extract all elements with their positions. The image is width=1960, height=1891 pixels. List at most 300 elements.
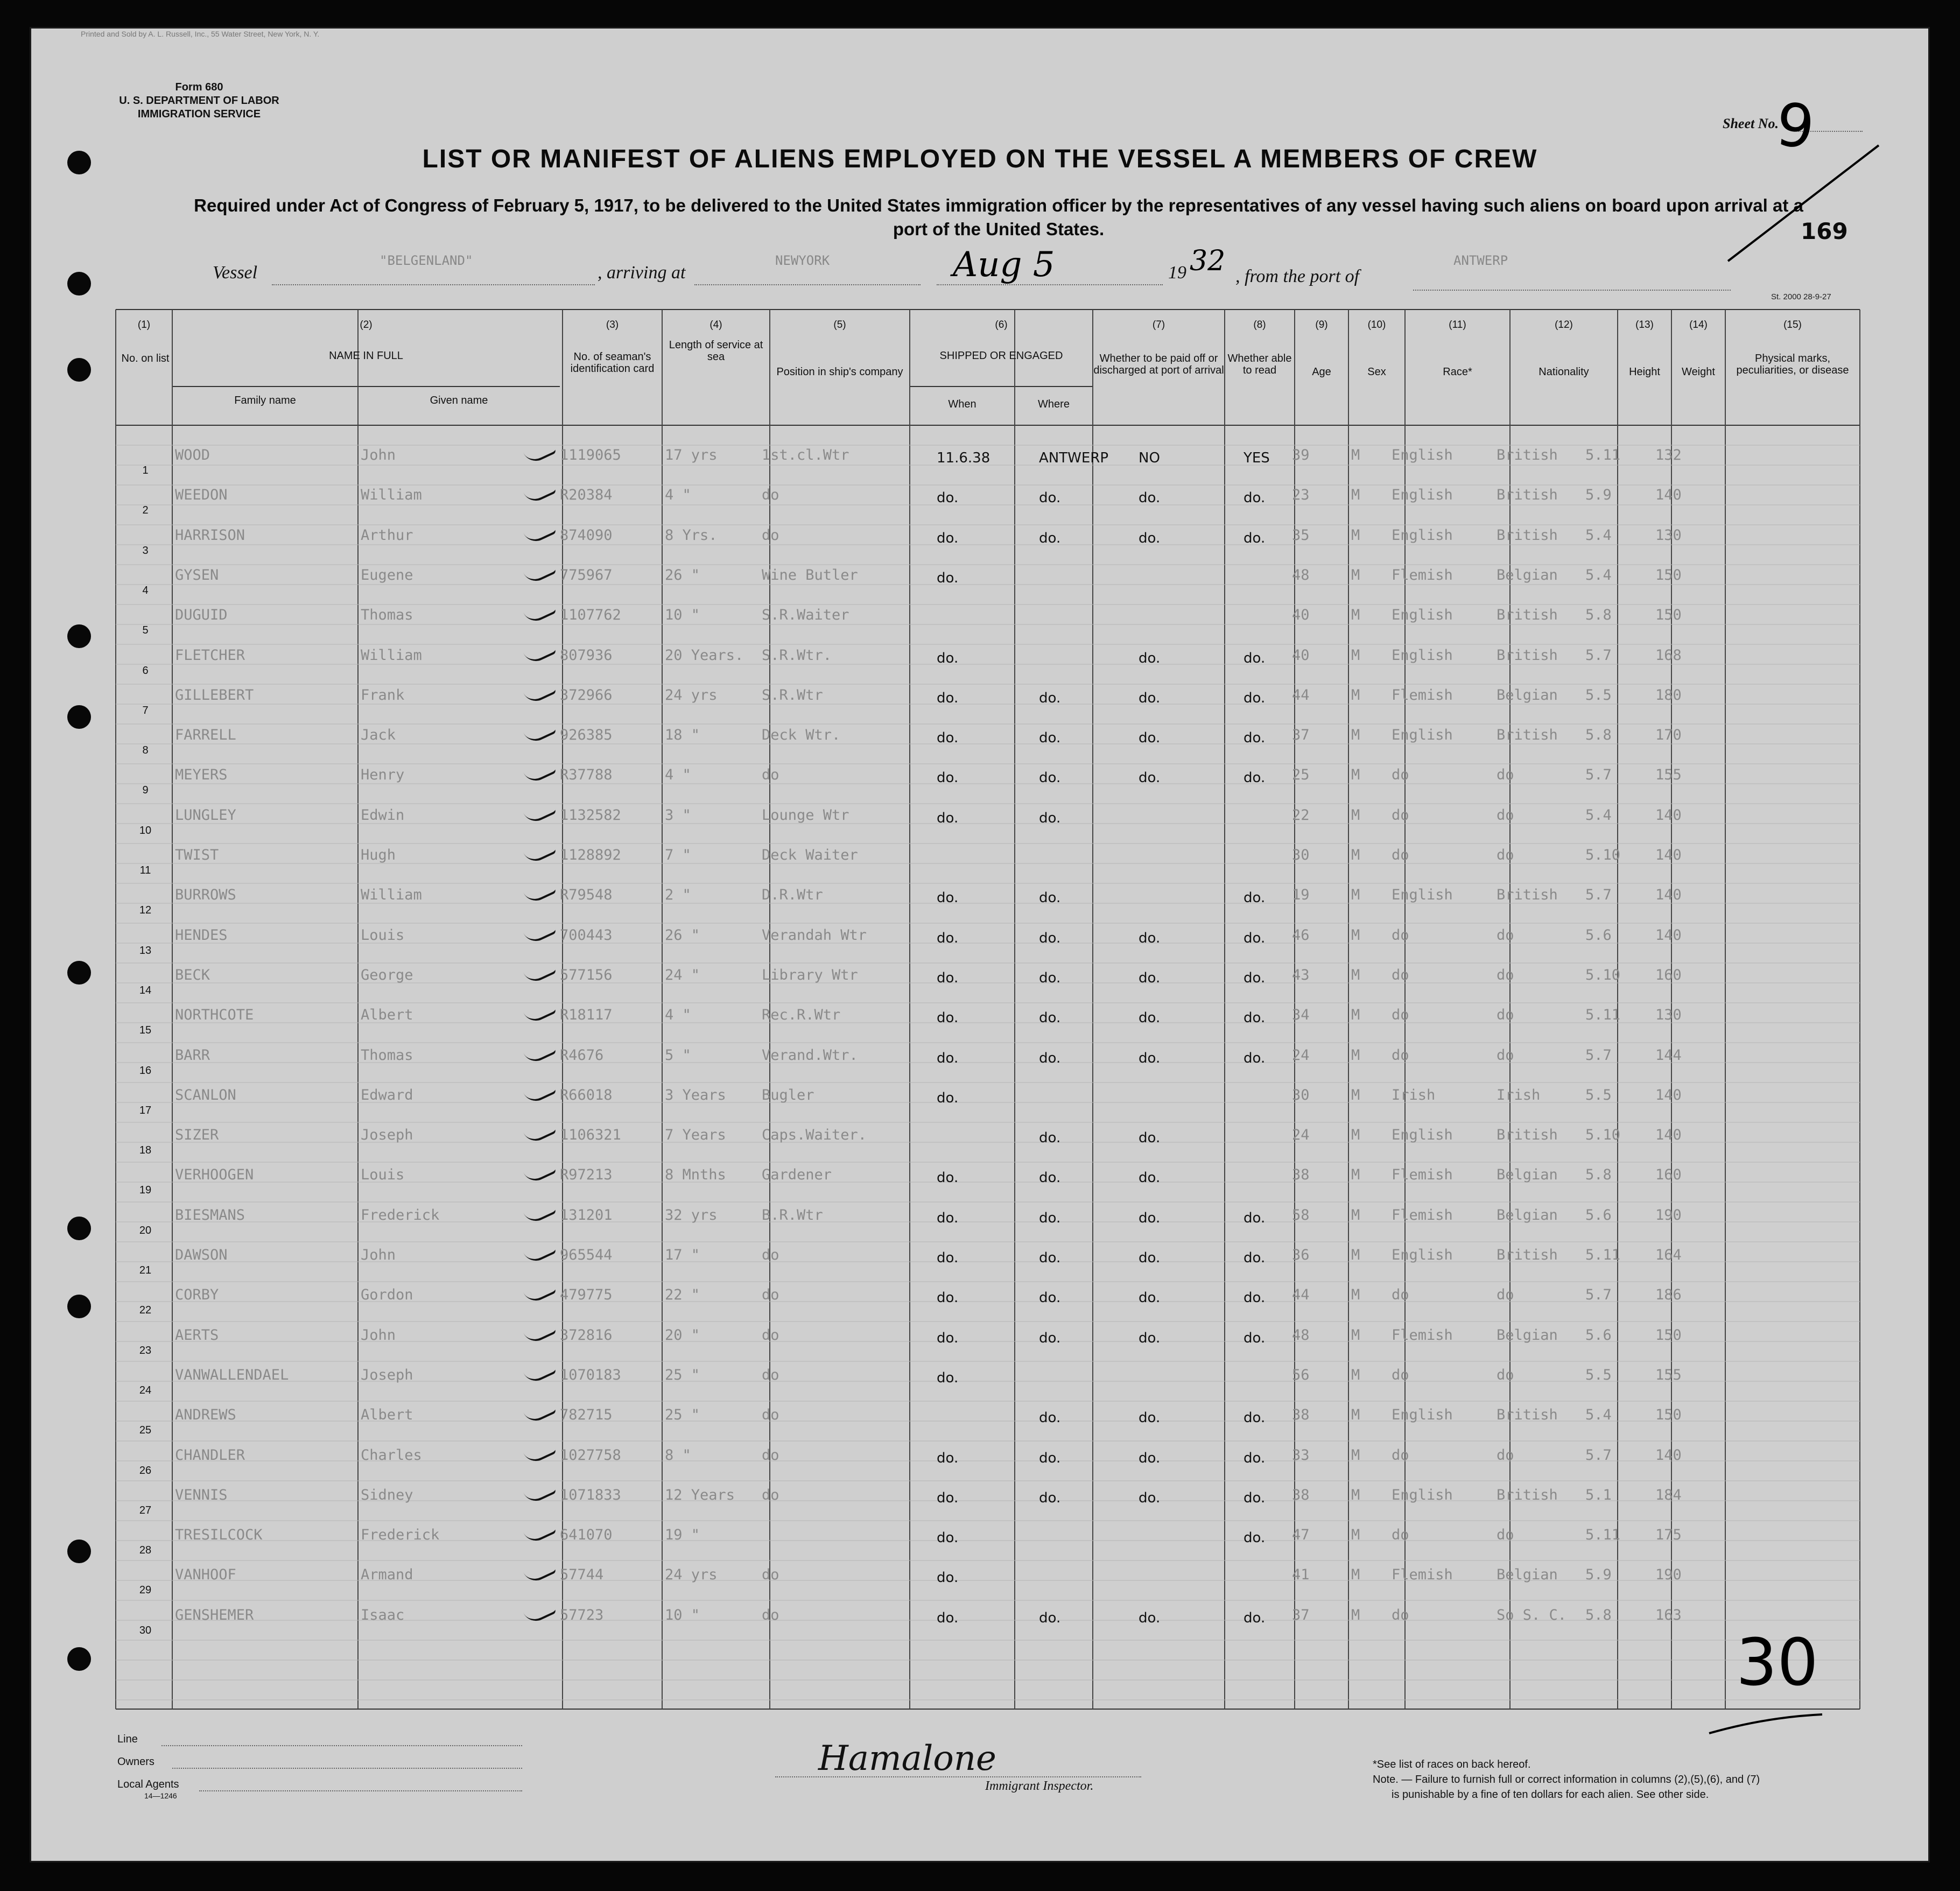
- nationality-cell: British: [1497, 447, 1558, 463]
- col-physical-marks: Physical marks, peculiarities, or disease: [1736, 353, 1849, 376]
- shipped-when-cell: do.: [937, 530, 959, 546]
- punch-hole: [67, 1295, 91, 1318]
- column-number: (6): [995, 319, 1008, 331]
- nationality-cell: British: [1497, 727, 1558, 744]
- race-cell: English: [1392, 887, 1453, 904]
- able-read-cell: do.: [1244, 1210, 1266, 1226]
- given-name-cell: Armand: [361, 1566, 413, 1584]
- given-name-cell: John: [361, 1326, 396, 1344]
- paid-off-cell: do.: [1139, 1609, 1161, 1626]
- weight-cell: 130: [1655, 526, 1682, 544]
- age-cell: 58: [1292, 1206, 1310, 1224]
- length-service-cell: 8 Yrs.: [665, 526, 718, 544]
- race-cell: Flemish: [1392, 1326, 1453, 1344]
- height-cell: 5.4: [1585, 566, 1612, 584]
- family-name-cell: BECK: [175, 966, 210, 983]
- length-service-cell: 17 yrs: [665, 447, 718, 463]
- able-read-cell: do.: [1244, 730, 1266, 747]
- age-cell: 19: [1292, 887, 1310, 904]
- row-number: 9: [142, 784, 149, 797]
- row-number: 30: [139, 1624, 152, 1636]
- shipped-when-cell: do.: [937, 1050, 959, 1066]
- shipped-where-cell: ANTWERP: [1039, 450, 1108, 466]
- id-card-cell: 1119065: [560, 447, 621, 463]
- column-number: (13): [1635, 319, 1654, 331]
- shipped-when-cell: do.: [937, 1089, 959, 1106]
- length-service-cell: 8 Mnths: [665, 1166, 726, 1184]
- position-cell: do: [762, 1366, 779, 1383]
- subtitle-line-1: Required under Act of Congress of February 5, 1917, to be delivered to the United States immigration officer by the representatives of any vessel having such aliens on board upon arrival at a: [194, 195, 1803, 215]
- family-name-cell: TRESILCOCK: [175, 1527, 263, 1544]
- paid-off-cell: do.: [1139, 969, 1161, 986]
- position-cell: Verand.Wtr.: [762, 1046, 858, 1064]
- shipped-when-cell: do.: [937, 650, 959, 666]
- given-name-cell: Gordon: [361, 1287, 413, 1304]
- weight-cell: 140: [1655, 1446, 1682, 1464]
- punch-hole: [67, 358, 91, 382]
- departure-port: ANTWERP: [1453, 253, 1508, 268]
- id-card-cell: 700443: [560, 926, 613, 944]
- age-cell: 47: [1292, 1527, 1310, 1544]
- position-cell: do: [762, 1247, 779, 1263]
- position-cell: do: [762, 1566, 779, 1584]
- given-name-cell: Albert: [361, 1007, 413, 1024]
- penalty-note-2: is punishable by a fine of ten dollars for each alien. See other side.: [1392, 1789, 1709, 1801]
- able-read-cell: do.: [1244, 650, 1266, 666]
- height-cell: 5.4: [1585, 806, 1612, 824]
- race-cell: Flemish: [1392, 1206, 1453, 1224]
- nationality-cell: Belgian: [1497, 1566, 1558, 1584]
- page-subtitle: [102, 194, 1895, 241]
- row-number: 12: [139, 904, 152, 917]
- race-cell: English: [1392, 1127, 1453, 1144]
- punch-hole: [67, 961, 91, 985]
- shipped-when-cell: do.: [937, 1210, 959, 1226]
- paid-off-cell: do.: [1139, 1210, 1161, 1226]
- paid-off-cell: do.: [1139, 770, 1161, 786]
- col-no-on-list: No. on list: [121, 353, 170, 364]
- row-number: 20: [139, 1224, 152, 1236]
- sex-cell: M: [1351, 566, 1360, 584]
- id-card-cell: 1106321: [560, 1127, 621, 1144]
- shipped-when-cell: do.: [937, 1609, 959, 1626]
- age-cell: 36: [1292, 1247, 1310, 1263]
- able-read-cell: do.: [1244, 690, 1266, 706]
- family-name-cell: BIESMANS: [175, 1206, 245, 1224]
- id-card-cell: 1071833: [560, 1486, 621, 1503]
- form-agency-block: [102, 81, 296, 121]
- height-cell: 5.8: [1585, 1166, 1612, 1184]
- nationality-cell: do: [1497, 767, 1514, 784]
- sex-cell: M: [1351, 447, 1360, 463]
- sex-cell: M: [1351, 526, 1360, 544]
- paid-off-cell: do.: [1139, 530, 1161, 546]
- column-number: (12): [1555, 319, 1573, 331]
- race-cell: Flemish: [1392, 1166, 1453, 1184]
- given-name-cell: William: [361, 646, 422, 664]
- nationality-cell: do: [1497, 966, 1514, 983]
- length-service-cell: 10 ": [665, 607, 700, 624]
- race-cell: do: [1392, 1446, 1409, 1464]
- paid-off-cell: do.: [1139, 1330, 1161, 1346]
- sex-cell: M: [1351, 1206, 1360, 1224]
- inspector-label: Immigrant Inspector.: [985, 1779, 1094, 1793]
- row-number: 29: [139, 1584, 152, 1597]
- punch-hole: [67, 272, 91, 296]
- nationality-cell: do: [1497, 1046, 1514, 1064]
- weight-cell: 140: [1655, 487, 1682, 504]
- given-name-cell: Arthur: [361, 526, 413, 544]
- col-family-name: Family name: [234, 395, 296, 406]
- age-cell: 38: [1292, 1486, 1310, 1503]
- height-cell: 5.8: [1585, 727, 1612, 744]
- column-number: (5): [833, 319, 846, 331]
- id-card-cell: R18117: [560, 1007, 613, 1024]
- length-service-cell: 4 ": [665, 1007, 691, 1024]
- col-sex: Sex: [1367, 366, 1386, 378]
- race-cell: English: [1392, 1407, 1453, 1424]
- nationality-cell: British: [1497, 1127, 1558, 1144]
- paid-off-cell: do.: [1139, 1410, 1161, 1426]
- shipped-where-cell: do.: [1039, 810, 1061, 826]
- row-number: 1: [142, 465, 149, 476]
- nationality-cell: Irish: [1497, 1086, 1541, 1103]
- nationality-cell: do: [1497, 806, 1514, 824]
- id-card-cell: 57744: [560, 1566, 604, 1584]
- age-cell: 48: [1292, 1326, 1310, 1344]
- vessel-name: "BELGENLAND": [380, 253, 473, 268]
- nationality-cell: do: [1497, 1007, 1514, 1024]
- length-service-cell: 7 ": [665, 847, 691, 863]
- shipped-when-cell: do.: [937, 730, 959, 747]
- shipped-when-cell: 11.6.38: [937, 450, 990, 466]
- paid-off-cell: do.: [1139, 1050, 1161, 1066]
- column-number: (8): [1253, 319, 1266, 331]
- height-cell: 5.5: [1585, 1366, 1612, 1383]
- shipped-where-cell: do.: [1039, 1130, 1061, 1147]
- age-cell: 38: [1292, 1407, 1310, 1424]
- age-cell: 43: [1292, 966, 1310, 983]
- able-read-cell: do.: [1244, 1530, 1266, 1546]
- weight-cell: 140: [1655, 1127, 1682, 1144]
- age-cell: 40: [1292, 646, 1310, 664]
- race-cell: do: [1392, 806, 1409, 824]
- length-service-cell: 25 ": [665, 1407, 700, 1424]
- length-service-cell: 17 ": [665, 1247, 700, 1263]
- col-nationality: Nationality: [1539, 366, 1589, 378]
- weight-cell: 164: [1655, 1247, 1682, 1263]
- position-cell: 1st.cl.Wtr: [762, 447, 849, 463]
- line-label: Line: [117, 1733, 138, 1745]
- age-cell: 22: [1292, 806, 1310, 824]
- given-name-cell: Edwin: [361, 806, 405, 824]
- column-number: (15): [1783, 319, 1802, 331]
- given-name-cell: Joseph: [361, 1366, 413, 1383]
- given-name-cell: Hugh: [361, 847, 396, 863]
- sex-cell: M: [1351, 966, 1360, 983]
- given-name-cell: Henry: [361, 767, 405, 784]
- id-card-cell: 926385: [560, 727, 613, 744]
- row-number: 27: [139, 1504, 152, 1516]
- nationality-cell: British: [1497, 887, 1558, 904]
- height-cell: 5.5: [1585, 686, 1612, 704]
- able-read-cell: do.: [1244, 1010, 1266, 1027]
- weight-cell: 160: [1655, 1166, 1682, 1184]
- position-cell: do: [762, 1446, 779, 1464]
- local-agents-label: Local Agents: [117, 1778, 179, 1790]
- col-name-in-full: NAME IN FULL: [329, 350, 403, 362]
- length-service-cell: 4 ": [665, 767, 691, 784]
- column-number: (9): [1315, 319, 1328, 331]
- family-name-cell: VANHOOF: [175, 1566, 236, 1584]
- position-cell: Library Wtr: [762, 966, 858, 983]
- length-service-cell: 26 ": [665, 926, 700, 944]
- nationality-cell: do: [1497, 1446, 1514, 1464]
- id-card-cell: R97213: [560, 1166, 613, 1184]
- paid-off-cell: NO: [1139, 450, 1160, 466]
- position-cell: Wine Butler: [762, 566, 858, 584]
- paid-off-cell: do.: [1139, 1250, 1161, 1266]
- age-cell: 48: [1292, 566, 1310, 584]
- length-service-cell: 19 ": [665, 1527, 700, 1544]
- family-name-cell: LUNGLEY: [175, 806, 236, 824]
- shipped-when-cell: do.: [937, 570, 959, 586]
- id-card-cell: 479775: [560, 1287, 613, 1304]
- nationality-cell: do: [1497, 1287, 1514, 1304]
- able-read-cell: do.: [1244, 890, 1266, 906]
- shipped-where-cell: do.: [1039, 530, 1061, 546]
- id-card-cell: 131201: [560, 1206, 613, 1224]
- height-cell: 5.9: [1585, 1566, 1612, 1584]
- height-cell: 5.7: [1585, 646, 1612, 664]
- shipped-when-cell: do.: [937, 1010, 959, 1027]
- row-number: 10: [139, 824, 152, 836]
- weight-cell: 160: [1655, 966, 1682, 983]
- able-read-cell: do.: [1244, 530, 1266, 546]
- paid-off-cell: do.: [1139, 690, 1161, 706]
- height-cell: 5.5: [1585, 1086, 1612, 1103]
- age-cell: 56: [1292, 1366, 1310, 1383]
- shipped-when-cell: do.: [937, 1330, 959, 1346]
- position-cell: do: [762, 1606, 779, 1623]
- subtitle-line-2: port of the United States.: [893, 219, 1105, 239]
- shipped-when-cell: do.: [937, 930, 959, 946]
- shipped-where-cell: do.: [1039, 1290, 1061, 1306]
- col-paid-off: Whether to be paid off or discharged at port of arrival: [1093, 353, 1224, 376]
- family-name-cell: NORTHCOTE: [175, 1007, 254, 1024]
- race-cell: English: [1392, 727, 1453, 744]
- shipped-where-cell: do.: [1039, 730, 1061, 747]
- id-card-cell: 57723: [560, 1606, 604, 1623]
- weight-cell: 163: [1655, 1606, 1682, 1623]
- given-name-cell: Frederick: [361, 1527, 440, 1544]
- shipped-when-cell: do.: [937, 690, 959, 706]
- col-id-card: No. of seaman's identification card: [570, 351, 655, 375]
- id-card-cell: R4676: [560, 1046, 604, 1064]
- sex-cell: M: [1351, 1486, 1360, 1503]
- sex-cell: M: [1351, 1007, 1360, 1024]
- shipped-where-cell: do.: [1039, 1410, 1061, 1426]
- height-cell: 5.8: [1585, 1606, 1612, 1623]
- sex-cell: M: [1351, 767, 1360, 784]
- given-name-cell: John: [361, 447, 396, 463]
- shipped-when-cell: do.: [937, 1570, 959, 1586]
- punch-hole: [67, 1647, 91, 1671]
- position-cell: do: [762, 1287, 779, 1304]
- row-number: 22: [139, 1304, 152, 1317]
- shipped-where-cell: do.: [1039, 770, 1061, 786]
- sheet-number: 9: [1773, 89, 1818, 163]
- family-name-cell: CHANDLER: [175, 1446, 245, 1464]
- race-cell: do: [1392, 1366, 1409, 1383]
- weight-cell: 140: [1655, 847, 1682, 863]
- row-number: 25: [139, 1424, 152, 1437]
- length-service-cell: 7 Years: [665, 1127, 726, 1144]
- height-cell: 5.4: [1585, 526, 1612, 544]
- sex-cell: M: [1351, 1407, 1360, 1424]
- shipped-when-cell: do.: [937, 1290, 959, 1306]
- family-name-cell: SCANLON: [175, 1086, 236, 1103]
- col-length-service: Length of service at sea: [669, 339, 763, 363]
- length-service-cell: 18 ": [665, 727, 700, 744]
- column-number: (1): [137, 319, 151, 331]
- length-service-cell: 4 ": [665, 487, 691, 504]
- sex-cell: M: [1351, 607, 1360, 624]
- paid-off-cell: do.: [1139, 1450, 1161, 1466]
- row-number: 26: [139, 1464, 152, 1477]
- race-cell: do: [1392, 1527, 1409, 1544]
- given-name-cell: Jack: [361, 727, 396, 744]
- race-cell: Irish: [1392, 1086, 1436, 1103]
- row-number: 14: [139, 984, 152, 996]
- length-service-cell: 10 ": [665, 1606, 700, 1623]
- row-number: 23: [139, 1344, 152, 1356]
- given-name-cell: Thomas: [361, 607, 413, 624]
- paid-off-cell: do.: [1139, 1489, 1161, 1506]
- col-where: Where: [1038, 398, 1070, 410]
- id-card-cell: R20384: [560, 487, 613, 504]
- row-number: 16: [139, 1064, 152, 1077]
- family-name-cell: GENSHEMER: [175, 1606, 254, 1623]
- sex-cell: M: [1351, 806, 1360, 824]
- column-number: (11): [1449, 319, 1466, 331]
- height-cell: 5.6: [1585, 1326, 1612, 1344]
- row-number: 13: [139, 944, 152, 957]
- punch-hole: [67, 624, 91, 648]
- paid-off-cell: do.: [1139, 1170, 1161, 1186]
- family-name-cell: GYSEN: [175, 566, 219, 584]
- position-cell: Rec.R.Wtr: [762, 1007, 841, 1024]
- weight-cell: 175: [1655, 1527, 1682, 1544]
- given-name-cell: Joseph: [361, 1127, 413, 1144]
- position-cell: Deck Wtr.: [762, 727, 841, 744]
- shipped-where-cell: do.: [1039, 1050, 1061, 1066]
- col-able-read: Whether able to read: [1227, 353, 1292, 376]
- age-cell: 37: [1292, 1606, 1310, 1623]
- shipped-when-cell: do.: [937, 770, 959, 786]
- punch-hole: [67, 1217, 91, 1240]
- age-cell: 39: [1292, 447, 1310, 463]
- column-number: (10): [1367, 319, 1386, 331]
- col-when: When: [948, 398, 977, 410]
- able-read-cell: do.: [1244, 1609, 1266, 1626]
- col-shipped-engaged: SHIPPED OR ENGAGED: [939, 350, 1063, 362]
- punch-hole: [67, 705, 91, 729]
- service-name: IMMIGRATION SERVICE: [137, 108, 261, 120]
- id-card-cell: 1132582: [560, 806, 621, 824]
- family-name-cell: AERTS: [175, 1326, 219, 1344]
- sheet-label: Sheet No.: [1723, 116, 1779, 131]
- sex-cell: M: [1351, 1166, 1360, 1184]
- shipped-when-cell: do.: [937, 890, 959, 906]
- weight-cell: 140: [1655, 1086, 1682, 1103]
- race-cell: do: [1392, 966, 1409, 983]
- id-card-cell: 807936: [560, 646, 613, 664]
- row-number: 5: [142, 624, 149, 637]
- given-name-cell: Louis: [361, 1166, 405, 1184]
- length-service-cell: 20 ": [665, 1326, 700, 1344]
- age-cell: 41: [1292, 1566, 1310, 1584]
- weight-cell: 140: [1655, 806, 1682, 824]
- arrival-port: NEWYORK: [775, 253, 830, 268]
- nationality-cell: Belgian: [1497, 566, 1558, 584]
- age-cell: 30: [1292, 847, 1310, 863]
- height-cell: 5.1: [1585, 1486, 1612, 1503]
- race-cell: English: [1392, 607, 1453, 624]
- row-number: 11: [139, 864, 151, 876]
- position-cell: D.R.Wtr: [762, 887, 823, 904]
- position-cell: B.R.Wtr: [762, 1206, 823, 1224]
- position-cell: do: [762, 1407, 779, 1424]
- id-card-cell: 1107762: [560, 607, 621, 624]
- shipped-where-cell: do.: [1039, 930, 1061, 946]
- family-name-cell: VANWALLENDAEL: [175, 1366, 289, 1383]
- position-cell: Deck Waiter: [762, 847, 858, 863]
- weight-cell: 140: [1655, 926, 1682, 944]
- row-number: 17: [139, 1104, 152, 1116]
- family-name-cell: FARRELL: [175, 727, 236, 744]
- family-name-cell: HARRISON: [175, 526, 245, 544]
- nationality-cell: British: [1497, 607, 1558, 624]
- department-name: U. S. DEPARTMENT OF LABOR: [119, 95, 279, 107]
- shipped-where-cell: do.: [1039, 890, 1061, 906]
- shipped-when-cell: do.: [937, 969, 959, 986]
- shipped-where-cell: do.: [1039, 490, 1061, 507]
- total-count: 30: [1736, 1626, 1818, 1700]
- given-name-cell: Albert: [361, 1407, 413, 1424]
- sex-cell: M: [1351, 1287, 1360, 1304]
- family-name-cell: WEEDON: [175, 487, 228, 504]
- family-name-cell: ANDREWS: [175, 1407, 236, 1424]
- position-cell: Gardener: [762, 1166, 832, 1184]
- age-cell: 30: [1292, 1086, 1310, 1103]
- shipped-when-cell: do.: [937, 1530, 959, 1546]
- nationality-cell: do: [1497, 1366, 1514, 1383]
- sex-cell: M: [1351, 1046, 1360, 1064]
- age-cell: 24: [1292, 1127, 1310, 1144]
- sex-cell: M: [1351, 847, 1360, 863]
- nationality-cell: Belgian: [1497, 1206, 1558, 1224]
- age-cell: 44: [1292, 1287, 1310, 1304]
- sex-cell: M: [1351, 686, 1360, 704]
- position-cell: S.R.Wtr: [762, 686, 823, 704]
- able-read-cell: do.: [1244, 1250, 1266, 1266]
- nationality-cell: British: [1497, 1247, 1558, 1263]
- col-height: Height: [1629, 366, 1660, 378]
- family-name-cell: GILLEBERT: [175, 686, 254, 704]
- able-read-cell: do.: [1244, 1410, 1266, 1426]
- sex-cell: M: [1351, 1566, 1360, 1584]
